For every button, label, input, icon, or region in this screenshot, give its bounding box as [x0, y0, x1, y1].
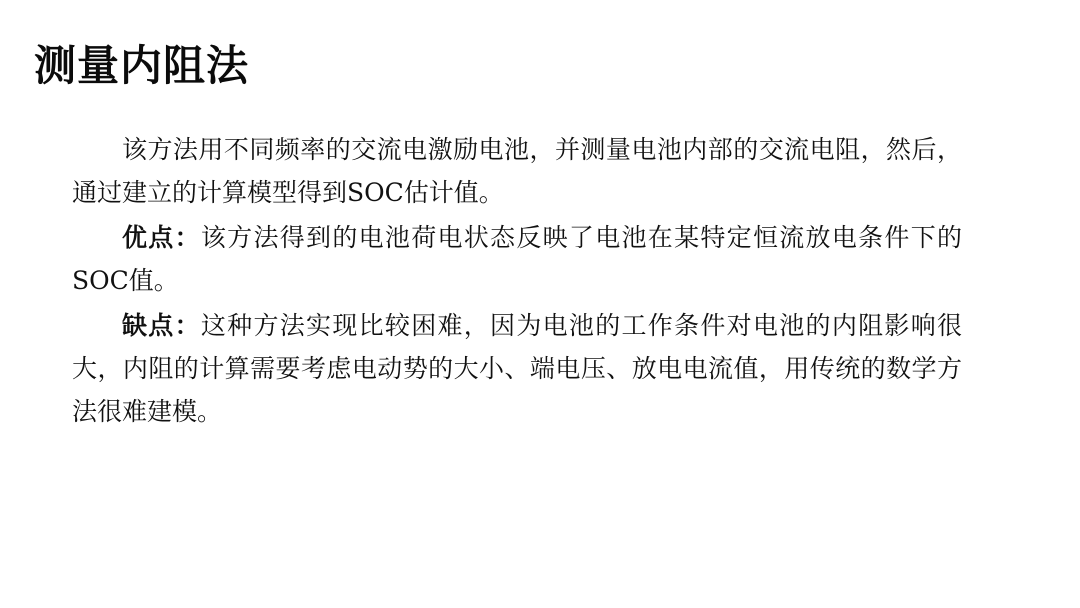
paragraph-advantages-text: 该方法得到的电池荷电状态反映了电池在某特定恒流放电条件下的SOC值。 [72, 223, 962, 295]
page-title: 测量内阻法 [34, 41, 250, 90]
paragraph-advantages-lead: 优点： [122, 223, 201, 252]
slide-body [72, 128, 962, 435]
paragraph-disadvantages-text: 这种方法实现比较困难，因为电池的工作条件对电池的内阻影响很大，内阻的计算需要考虑电动势的大小、端电压、放电电流值，用传统的数学方法很难建模。 [72, 311, 962, 426]
paragraph-method-description-text: 该方法用不同频率的交流电激励电池，并测量电池内部的交流电阻，然后，通过建立的计算模型得到SOC估计值。 [72, 135, 962, 207]
paragraph-advantages [72, 216, 962, 302]
paragraph-disadvantages-lead: 缺点： [122, 311, 201, 340]
paragraph-method-description [72, 128, 962, 214]
paragraph-disadvantages [72, 304, 962, 433]
